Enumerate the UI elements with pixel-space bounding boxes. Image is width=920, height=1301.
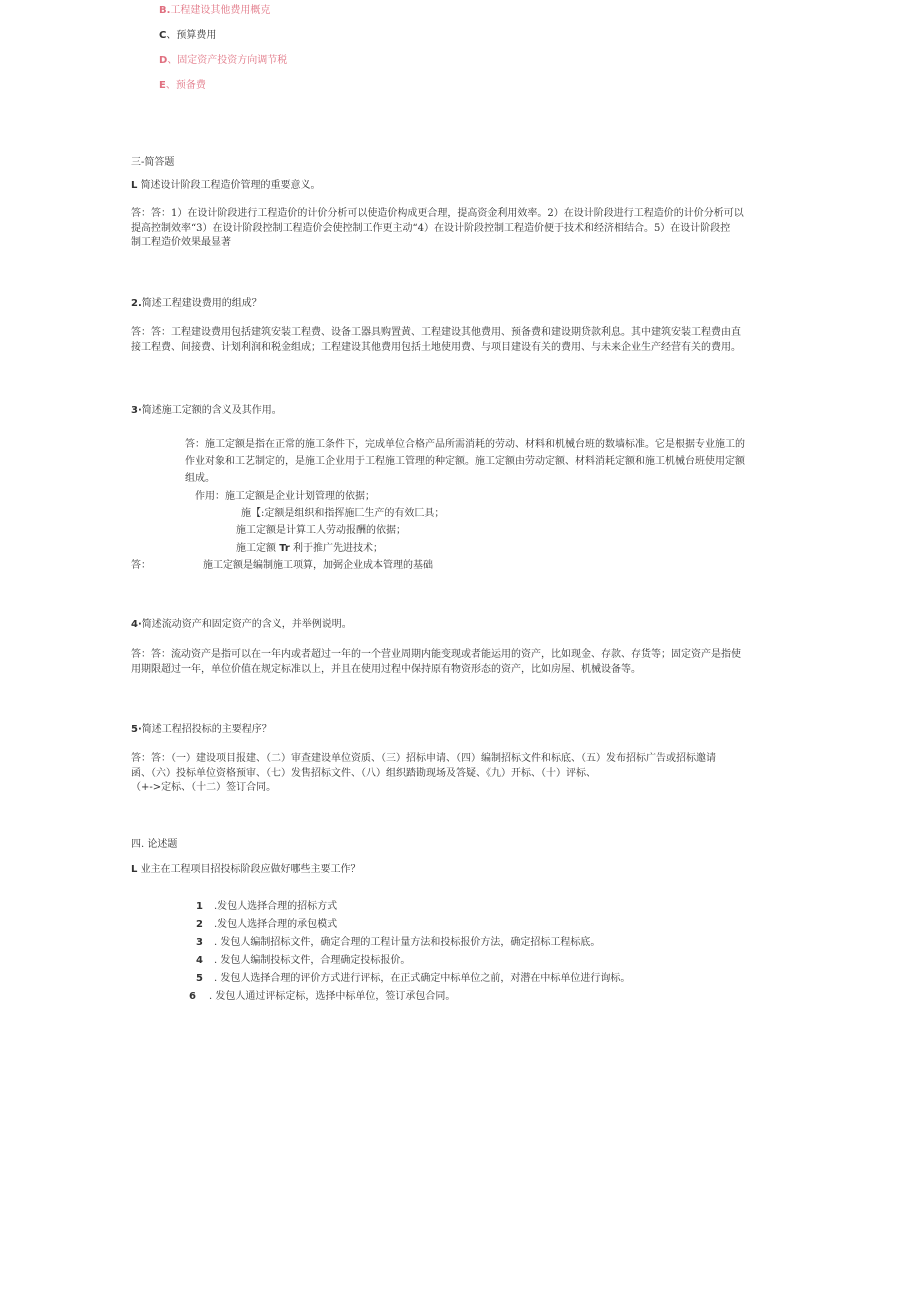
list-item-text: . 发包人编制投标文件，合理确定投标报价。 [214,955,411,966]
role-text: 施工定额是企业计划管理的依据； [225,491,375,502]
role-line-5: 施工定额是编制施工项算，加弼企业成本管理的基础 [203,560,433,571]
option-text: 、预备费 [165,80,206,91]
list-item-number: 3 [196,937,203,948]
answer-line: 接工程费、间接费、计划利润和税金组成；工程建设其他费用包括土地使用费、与项目建设有关的费用、与未来企业生产经营有关的费用。 [131,341,741,353]
question-number: 4· [131,619,142,630]
list-item [196,897,337,912]
list-item-text: . 发包人编制招标文件，确定合理的工程计量方法和投标报价方法，确定招标工程标底。 [214,937,601,948]
list-item [196,951,410,966]
role-line-2: 施【:定额是组织和指挥施匚生产的有效匚具； [241,508,445,519]
list-item [196,915,337,930]
option-c [159,26,216,41]
question-text: 简述施工定额的含义及其作用。 [141,405,282,416]
role-line-4 [236,539,383,554]
question-text: 简述流动资产和固定资产的含义，并举例说明。 [141,619,352,630]
option-e [159,76,206,91]
answer-1 [131,207,793,251]
role-label: 作用： [195,491,225,502]
question-number: 2. [131,298,142,309]
answer-2 [131,326,793,355]
answer-line: 函、（六）投标单位资格预审、（七）发售招标文件、（八）组织踏勘现场及答疑、《九）开标、（十）评标、 [131,767,596,779]
option-text: 工程建设其他费用概克 [170,5,271,16]
answer-line: 作业对象和工艺制定的，是施工企业用于工程施工管理的种定额。施工定额由劳动定额、材料消耗定额和施工机械台班使用定额 [185,456,745,467]
answer-line: 组成。 [185,473,215,484]
list-item [196,969,630,984]
question-number: L [131,864,138,875]
answer-prefix: 答： [131,560,151,571]
question-number: 3· [131,405,142,416]
option-letter: B. [159,5,171,16]
role-text: 施工定额 [236,543,276,554]
option-letter: D [159,55,168,66]
question-number: L [131,180,138,191]
option-text: 、预算费用 [166,30,217,41]
list-item-number: 2 [196,919,203,930]
answer-line: 答：施工定额是指在正常的施工条件下，完成单位合格产品所需消耗的劳动、材料和机械台班的数墙标准。它是根据专业施工的 [185,439,745,450]
list-item [189,987,455,1002]
list-item-number: 4 [196,955,203,966]
option-letter: E [159,80,166,91]
option-b [159,1,270,16]
question-text: 简述设计阶段工程造价管理的重要意义。 [140,180,321,191]
answer-line: 用期限超过一年，单位价值在规定标准以上，并且在使用过程中保持原有物资形态的资产，比如房屋、机械设备等。 [131,663,641,675]
option-text: 、固定资产投资方向调节税 [167,55,288,66]
list-item [196,933,600,948]
answer-line: 答：答：工程建设费用包括建筑安装工程费、设备工器具购置黄、工程建设其他费用、预备费和建设期贷款利息。其中建筑安装工程费由直 [131,327,741,338]
answer-4 [131,648,793,677]
answer-line: 答：答：1）在设计阶段进行工程造价的计价分析可以使造价构成更合理，提高资金利用效率。2）在设计阶段进行工程造价的计价分析可以 [131,208,744,219]
list-item-number: 6 [189,991,196,1002]
answer-line: （+->定标、（十二）签订合同。 [131,782,277,793]
section-title-essay: 四. 论述题 [131,839,178,850]
answer-line: 答：答：（一）建设项目报建、（二）审查建设单位资质、（三）招标申请、（四）编制招标文件和标底、（五）发布招标广告或招标邀请 [131,753,716,764]
question-number: 5· [131,724,142,735]
list-item-text: . 发包人通过评标定标，选择中标单位，签订承包合同。 [209,991,456,1002]
question-2 [131,294,262,309]
section-title-short-answer: 三-简答题 [131,157,175,168]
answer-5 [131,752,793,796]
option-d [159,51,287,66]
list-item-number: 1 [196,901,203,912]
role-line-1 [195,487,375,502]
question-3 [131,401,282,416]
question-text: 简述工程建设费用的组成？ [141,298,262,309]
answer-3 [185,436,745,487]
list-item-text: .发包人选择合理的承包模式 [214,919,338,930]
role-text-mid: Tr [279,543,290,554]
question-5 [131,720,272,735]
question-4 [131,615,352,630]
answer-line: 提高控制效率“3）在设计阶段控制工程造价会使控制工作更主动“4）在设计阶段控制工程造价便于技术和经济相结合。5）在设计阶段控 [131,222,731,234]
question-1 [131,176,321,191]
list-item-text: .发包人选择合理的招标方式 [214,901,338,912]
list-item-number: 5 [196,973,203,984]
list-item-text: . 发包人选择合理的评价方式进行评标，在正式确定中标单位之前，对潜在中标单位进行询标。 [214,973,631,984]
answer-line: 制工程造价效果最显著 [131,237,231,248]
role-text: 利于推广先进技术； [293,543,384,554]
answer-line: 答：答：流动资产是指可以在一年内或者超过一年的一个营业周期内能变现或者能运用的资产，比如现金、存款、存货等；固定资产是指使 [131,649,741,660]
question-text: 业主在工程项目招投标阶段应做好哪些主要工作？ [140,864,361,875]
option-letter: C [159,30,167,41]
role-line-3: 施工定额是计算工人劳动报酬的依据； [236,525,406,536]
question-text: 简述工程招投标的主要程序？ [141,724,272,735]
essay-question-1 [131,860,361,875]
